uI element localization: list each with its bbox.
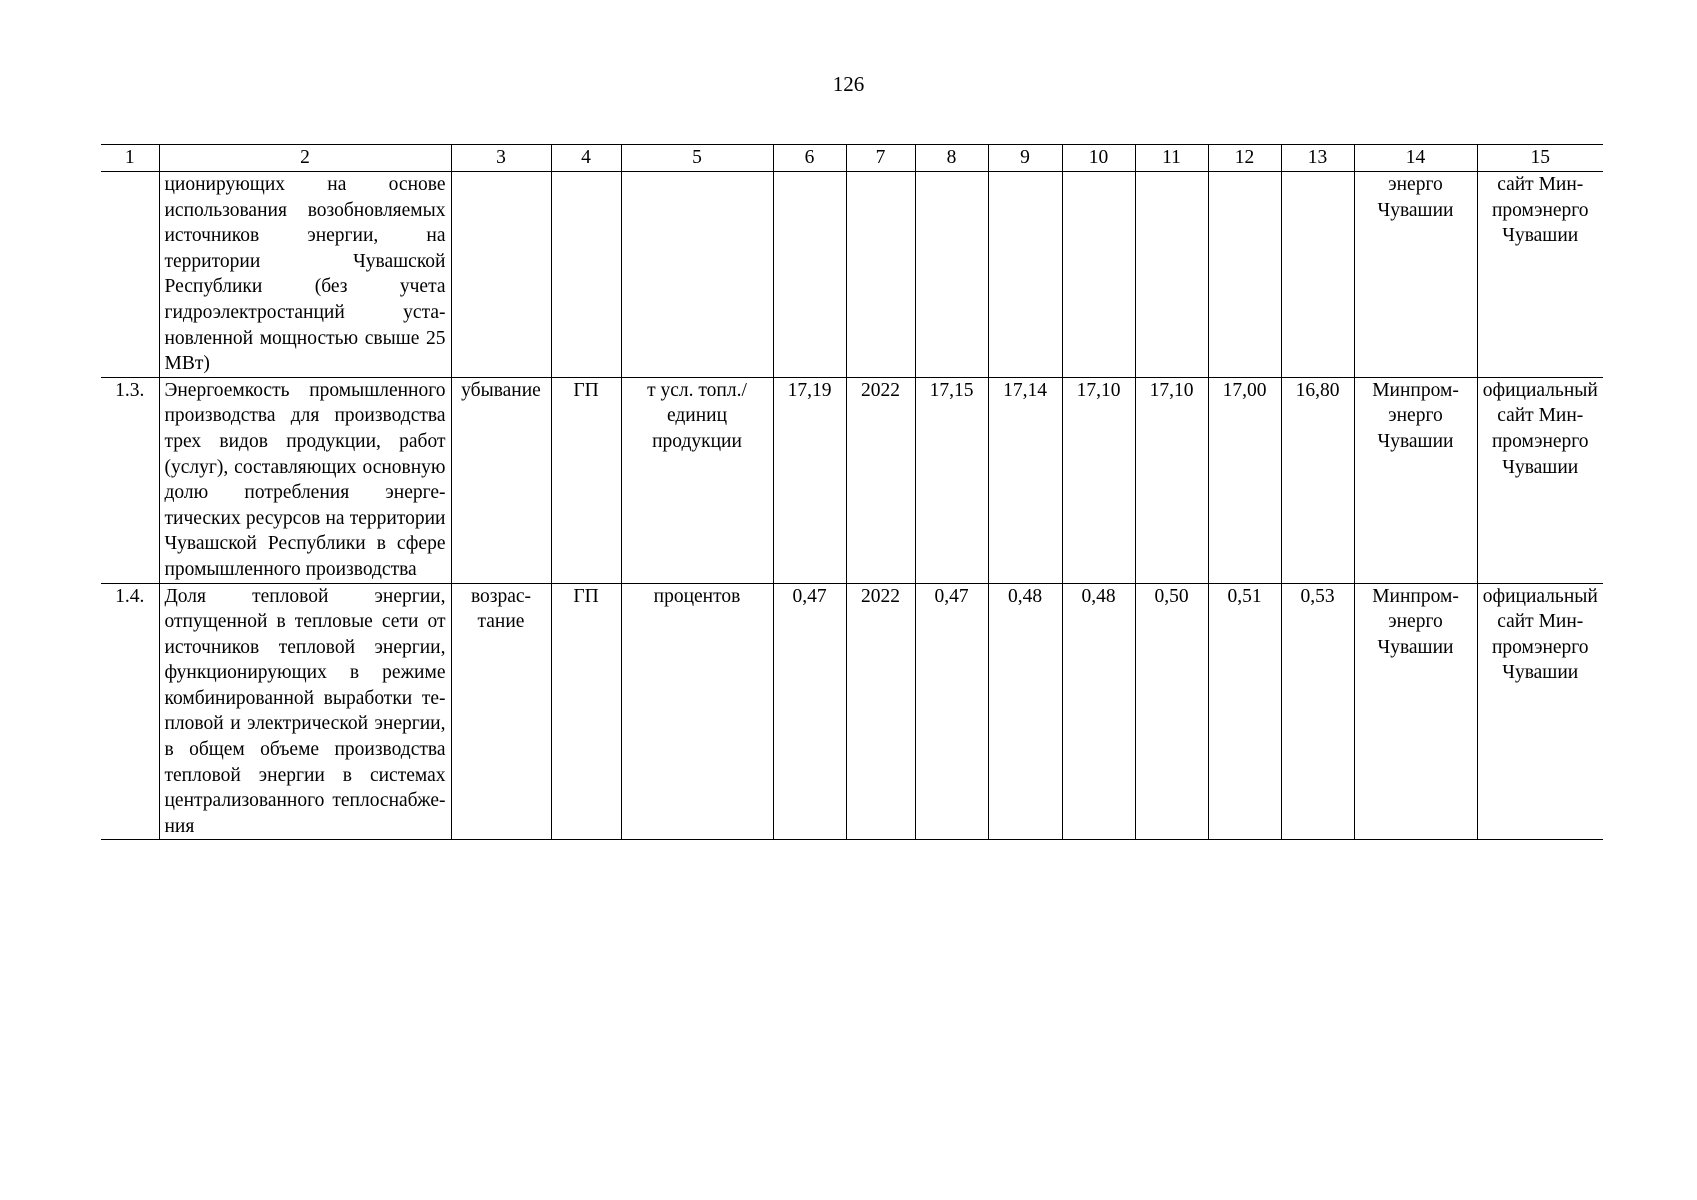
header-cell: 11 [1135, 145, 1208, 172]
header-cell: 9 [988, 145, 1062, 172]
value-cell: 0,48 [1062, 583, 1135, 840]
data-source: сайт Минпромэнерго Чувашии [1477, 172, 1603, 378]
value-cell: 17,10 [1135, 377, 1208, 583]
value-cell: 2022 [846, 377, 915, 583]
value-cell: 2022 [846, 583, 915, 840]
value-cell [1281, 172, 1354, 378]
header-cell: 4 [551, 145, 621, 172]
value-cell: 17,00 [1208, 377, 1281, 583]
table-row [101, 172, 1603, 378]
header-cell: 8 [915, 145, 988, 172]
indicator-name: ционирующих на основе использования возобновляемых источников энергии, на территории Чувашской Республики (без учета гидроэлектростанций установленной мощностью свыше 25 МВт) [159, 172, 451, 378]
value-cell [915, 172, 988, 378]
header-cell: 7 [846, 145, 915, 172]
indicator-type: ГП [551, 583, 621, 840]
value-cell [988, 172, 1062, 378]
indicator-trend: возрастание [451, 583, 551, 840]
header-cell: 5 [621, 145, 773, 172]
indicators-table [101, 144, 1603, 840]
header-cell: 2 [159, 145, 451, 172]
header-cell: 12 [1208, 145, 1281, 172]
responsible-body: энерго Чувашии [1354, 172, 1477, 378]
table-row [101, 583, 1603, 840]
row-number: 1.4. [101, 583, 159, 840]
value-cell: 16,80 [1281, 377, 1354, 583]
header-cell: 1 [101, 145, 159, 172]
indicator-unit: процентов [621, 583, 773, 840]
header-row [101, 145, 1603, 172]
header-cell: 15 [1477, 145, 1603, 172]
indicator-type: ГП [551, 377, 621, 583]
header-cell: 13 [1281, 145, 1354, 172]
indicator-type [551, 172, 621, 378]
indicator-unit [621, 172, 773, 378]
value-cell [1208, 172, 1281, 378]
indicator-name: Энергоемкость промышленного производства для производства трех видов продукции, работ (услуг), составляющих основную долю потребления энергетических ресурсов на территории Чувашской Республики в сфере промышленного производства [159, 377, 451, 583]
value-cell: 0,50 [1135, 583, 1208, 840]
indicator-trend: убывание [451, 377, 551, 583]
header-cell: 6 [773, 145, 846, 172]
header-cell: 10 [1062, 145, 1135, 172]
value-cell: 0,51 [1208, 583, 1281, 840]
header-cell: 14 [1354, 145, 1477, 172]
value-cell: 17,15 [915, 377, 988, 583]
page-number: 126 [832, 72, 865, 96]
table-row [101, 377, 1603, 583]
responsible-body: Минпромэнерго Чувашии [1354, 583, 1477, 840]
responsible-body: Минпромэнерго Чувашии [1354, 377, 1477, 583]
value-cell: 17,10 [1062, 377, 1135, 583]
value-cell [1135, 172, 1208, 378]
value-cell [1062, 172, 1135, 378]
value-cell: 17,19 [773, 377, 846, 583]
indicator-trend [451, 172, 551, 378]
header-cell: 3 [451, 145, 551, 172]
row-number: 1.3. [101, 377, 159, 583]
value-cell: 17,14 [988, 377, 1062, 583]
data-source: официальный сайт Минпромэнерго Чувашии [1477, 377, 1603, 583]
value-cell: 0,47 [773, 583, 846, 840]
data-source: официальный сайт Минпромэнерго Чувашии [1477, 583, 1603, 840]
value-cell [846, 172, 915, 378]
indicator-name: Доля тепловой энергии, отпущенной в тепловые сети от источников тепловой энергии, функционирующих в режиме комбинированной выработки тепловой и электрической энергии, в общем объеме производства тепловой энергии в системах централизованного теплоснабжения [159, 583, 451, 840]
row-number [101, 172, 159, 378]
value-cell: 0,53 [1281, 583, 1354, 840]
value-cell: 0,48 [988, 583, 1062, 840]
indicator-unit: т усл. топл./единиц продукции [621, 377, 773, 583]
value-cell [773, 172, 846, 378]
value-cell: 0,47 [915, 583, 988, 840]
